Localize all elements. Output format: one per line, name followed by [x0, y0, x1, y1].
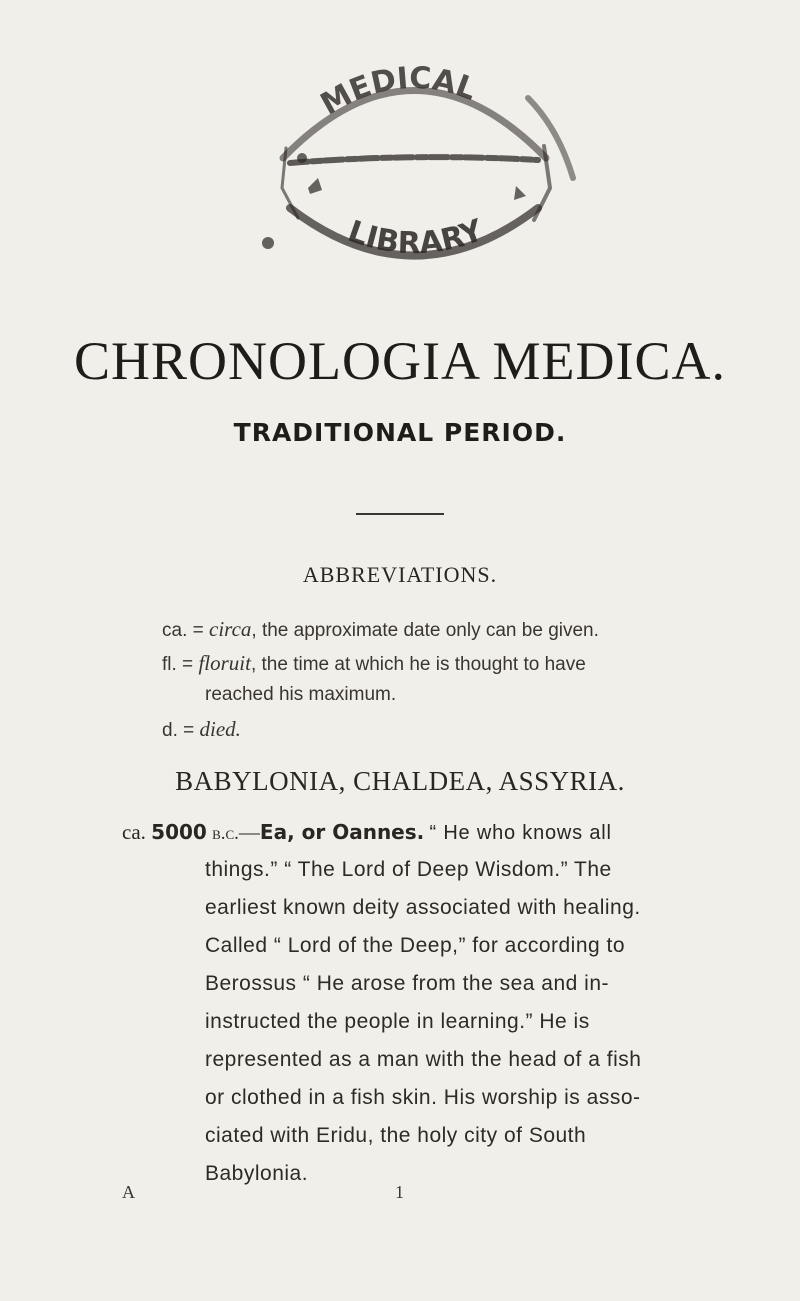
abbr-key: ca. — [162, 620, 188, 641]
entry-text-line: instructed the people in learning.” He is — [205, 1010, 590, 1033]
abbr-meaning: , the approximate date only can be given. — [251, 620, 599, 641]
abbr-equals: = — [187, 620, 210, 641]
svg-text:LIBRARY — [343, 213, 489, 262]
stamp-bottom-text: LIBRARY — [343, 212, 488, 262]
entry-text-line: Called “ Lord of the Deep,” for according to — [205, 934, 626, 957]
entry-text-line: things.” “ The Lord of Deep Wisdom.” The — [205, 858, 612, 881]
page-number: 1 — [395, 1182, 404, 1202]
library-stamp — [228, 38, 600, 300]
entry-text-line: Babylonia. — [205, 1162, 309, 1185]
entry-era: b.c. — [212, 823, 239, 844]
stamp-top-text: MEDICAL — [314, 60, 481, 123]
abbr-equals: = — [177, 720, 200, 741]
abbr-key: d. — [162, 720, 178, 741]
section-heading: BABYLONIA, CHALDEA, ASSYRIA. — [175, 766, 625, 796]
page-title: CHRONOLOGIA MEDICA. — [74, 331, 726, 391]
abbreviations-heading: ABBREVIATIONS. — [302, 562, 498, 587]
abbr-term: circa — [209, 617, 252, 641]
entry-text-line: or clothed in a fish skin. His worship is asso- — [205, 1086, 641, 1109]
entry-text-line: represented as a man with the head of a fish — [205, 1048, 642, 1071]
entry-text-line: earliest known deity associated with healing. — [205, 896, 641, 919]
signature-mark: A — [122, 1182, 135, 1202]
entry-text-line: Berossus “ He arose from the sea and in- — [205, 972, 610, 995]
entry-heading — [122, 820, 612, 845]
abbreviation-item — [162, 614, 762, 646]
entry-name: Ea, or Oannes. — [259, 820, 425, 844]
entry-dash: — — [238, 820, 260, 844]
abbr-term: died. — [199, 717, 241, 741]
abbr-continuation: reached his maximum. — [205, 684, 397, 705]
entry-text-line: ciated with Eridu, the holy city of South — [205, 1124, 587, 1147]
abbreviation-item — [162, 714, 762, 746]
entry-prefix: ca. — [122, 820, 146, 844]
abbr-key: fl. — [162, 654, 177, 675]
divider — [356, 513, 444, 515]
svg-text:MEDICAL — [315, 61, 481, 123]
page-subtitle: TRADITIONAL PERIOD. — [233, 418, 567, 447]
entry-year: 5000 — [151, 820, 207, 844]
abbr-equals: = — [176, 654, 199, 675]
abbr-term: floruit — [198, 651, 251, 675]
abbr-meaning: , the time at which he is thought to have — [250, 654, 586, 675]
entry-quote: “ He who knows all — [429, 822, 612, 844]
abbreviation-item — [162, 648, 762, 680]
